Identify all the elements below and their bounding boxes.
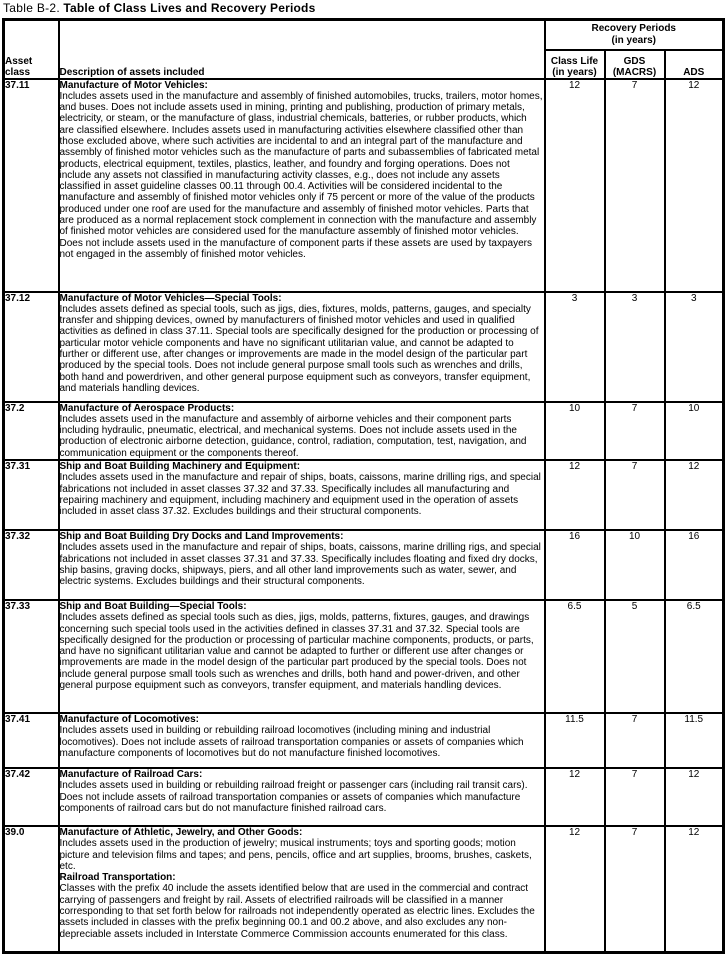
class-life-value: 16 — [545, 530, 605, 600]
asset-class-code: 37.33 — [4, 600, 59, 713]
gds-value: 10 — [605, 530, 665, 600]
asset-description-cell — [59, 826, 545, 953]
gds-value: 7 — [605, 402, 665, 460]
gds-value: 3 — [605, 292, 665, 402]
asset-description: Includes assets used in building or rebuilding railroad locomotives (including mining and industrial locomotives). Does not include assets of railroad transportation companies or assets of companies which manufacture components of locomotives but do not manufacture finished locomotives. — [59, 725, 524, 759]
asset-description: Includes assets defined as special tools, such as jigs, dies, fixtures, molds, patterns, gauges, and specialty transfer and shipping devices, owned by manufacturers of finished motor vehicles and used in qualified activities as defined in class 37.11. Special tools are specifically designed for the production or processing of particular motor vehicle components and have no significant utilitarian value, and cannot be adapted to further or different use, after changes or improvements are made in the model design of the particular part produced by the special tools. Does not include general purpose small tools such as wrenches and drills, both hand and powerdriven, and other general purpose equipment such as conveyors, transfer equipment, and materials handling devices. — [59, 303, 539, 394]
asset-description: Includes assets used in the production of jewelry; musical instruments; toys and sporting goods; motion picture and television films and tapes; and pens, pencils, office and art supplies, brooms, brushes, caskets, etc. — [59, 838, 532, 872]
column-header-ads: ADS — [665, 50, 724, 79]
asset-description: Includes assets used in the manufacture and assembly of airborne vehicles and their component parts including hydraulic, pneumatic, electrical, and mechanical systems. Does not include assets used in the production of electronic airborne detection, guidance, control, radiation, computation, test, navigation, and communication equipment or the components thereof. — [59, 413, 527, 459]
asset-description: Includes assets used in the manufacture and repair of ships, boats, caissons, marine drilling rigs, and special fabrications not included in asset classes 37.31 and 37.33. Specifically includes floating and fixed dry docks, ship basins, graving docks, shipways, piers, and all other land improvements such as water, sewer, and electric systems. Excludes buildings and their structural components. — [59, 542, 541, 588]
asset-description-cell — [59, 292, 545, 402]
ads-value: 11.5 — [665, 713, 724, 768]
asset-class-code: 39.0 — [4, 826, 59, 953]
asset-heading: Manufacture of Motor Vehicles: — [59, 79, 208, 91]
ads-value: 12 — [665, 79, 724, 292]
asset-heading: Manufacture of Railroad Cars: — [59, 768, 203, 780]
asset-description: Includes assets used in the manufacture and assembly of finished automobiles, trucks, trailers, motor homes, and buses. Does not include assets used in mining, printing and publishing, production of primary metals, electricity, or steam, or the manufacture of glass, industrial chemicals, batteries, or rubber products, which are classified elsewhere. Includes assets used in manufacturing activities elsewhere classified other than those excluded above, where such activities are incidental to and an integral part of the manufacture and assembly of finished motor vehicles such as the manufacture of parts and subassemblies of fabricated metal products, electrical equipment, textiles, plastics, leather, and foundry and forging operations. Does not include any assets not classified in manufacturing activity classes, e.g., does not include any assets classified in asset guideline classes 00.11 through 00.4. Activities will be considered incidental to the manufacture and assembly of finished motor vehicles only if 75 percent or more of the value of the products produced under one roof are used for the manufacture and assembly of finished motor vehicles. Parts that are produced as a normal replacement stock complement in connection with the manufacture and assembly of finished motor vehicles are considered used for the manufacture assembly of finished motor vehicles. Does not include assets used in the manufacture of component parts if these assets are used by taxpayers not engaged in the assembly of finished motor vehicles. — [59, 90, 543, 260]
class-life-value: 12 — [545, 79, 605, 292]
asset-description-cell — [59, 79, 545, 292]
gds-line1: GDS — [623, 55, 646, 67]
asset-description-cell — [59, 402, 545, 460]
class-life-line2: (in years) — [552, 66, 597, 78]
ads-value: 3 — [665, 292, 724, 402]
asset-subheading: Railroad Transportation: — [59, 872, 176, 884]
ads-value: 12 — [665, 768, 724, 826]
ads-value: 16 — [665, 530, 724, 600]
column-header-asset-class: Asset class — [4, 20, 59, 79]
gds-value: 7 — [605, 713, 665, 768]
asset-heading: Manufacture of Locomotives: — [59, 713, 199, 725]
column-header-description: Description of assets included — [59, 20, 545, 79]
gds-value: 7 — [605, 768, 665, 826]
asset-class-code: 37.31 — [4, 460, 59, 530]
asset-class-code: 37.32 — [4, 530, 59, 600]
table-row — [4, 460, 724, 530]
asset-description: Includes assets defined as special tools such as dies, jigs, molds, patterns, fixtures, gauges, and drawings concerning such special tools used in the activities defined in classes 37.31 and 37.32. Special tools are specifically designed for the production or processing of particular machine components, products, or parts, and have no significant utilitarian value and cannot be adapted to further or different use after changes or improvements are made in the model design of the particular part produced by the special tools. Does not include general purpose small tools such as wrenches and drills, both hand and power-driven, and other general purpose equipment such as conveyors, transfer equipment, and materials handling devices. — [59, 612, 534, 692]
asset-class-code: 37.42 — [4, 768, 59, 826]
gds-value: 5 — [605, 600, 665, 713]
ads-value: 12 — [665, 460, 724, 530]
gds-value: 7 — [605, 79, 665, 292]
asset-subdescription: Classes with the prefix 40 include the assets identified below that are used in the commercial and contract carrying of passengers and freight by rail. Assets of electrified railroads will be classified in a manner corresponding to that set forth below for railroads not independently operated as electric lines. Excludes the assets included in classes with the prefix beginning 00.1 and 00.2 above, and also excludes any non-depreciable assets included in Interstate Commerce Commission accounts enumerated for this class. — [59, 883, 535, 940]
table-row — [4, 768, 724, 826]
column-header-class-life — [545, 50, 605, 79]
asset-heading: Manufacture of Athletic, Jewelry, and Other Goods: — [59, 826, 303, 838]
table-row — [4, 713, 724, 768]
asset-heading: Manufacture of Aerospace Products: — [59, 402, 235, 414]
asset-description-cell — [59, 600, 545, 713]
table-row — [4, 292, 724, 402]
ads-value: 10 — [665, 402, 724, 460]
class-life-value: 6.5 — [545, 600, 605, 713]
table-row — [4, 79, 724, 292]
recovery-periods-line1: Recovery Periods — [591, 23, 676, 35]
class-life-value: 3 — [545, 292, 605, 402]
class-life-value: 10 — [545, 402, 605, 460]
table-row — [4, 402, 724, 460]
table-row — [4, 600, 724, 713]
asset-description: Includes assets used in building or rebuilding railroad freight or passenger cars (including rail transit cars). Does not include assets of railroad transportation companies or assets of companies which manufacture components of railroad cars but do not manufacture finished railroad cars. — [59, 780, 528, 814]
gds-value: 7 — [605, 826, 665, 953]
asset-class-code: 37.2 — [4, 402, 59, 460]
ads-value: 6.5 — [665, 600, 724, 713]
gds-value: 7 — [605, 460, 665, 530]
asset-description-cell — [59, 530, 545, 600]
asset-heading: Ship and Boat Building—Special Tools: — [59, 600, 247, 612]
asset-description-cell — [59, 460, 545, 530]
ads-value: 12 — [665, 826, 724, 953]
table-row — [4, 530, 724, 600]
asset-class-code: 37.12 — [4, 292, 59, 402]
asset-description-cell — [59, 713, 545, 768]
asset-class-code: 37.41 — [4, 713, 59, 768]
class-lives-table — [2, 18, 725, 954]
class-life-value: 12 — [545, 460, 605, 530]
table-number: Table B-2. — [3, 1, 61, 15]
class-life-value: 11.5 — [545, 713, 605, 768]
asset-heading: Ship and Boat Building Machinery and Equipment: — [59, 460, 301, 472]
gds-line2: (MACRS) — [612, 66, 657, 78]
column-header-recovery-periods — [545, 20, 724, 50]
table-title: Table of Class Lives and Recovery Periods — [63, 1, 316, 15]
asset-description-cell — [59, 768, 545, 826]
class-life-value: 12 — [545, 826, 605, 953]
recovery-periods-line2: (in years) — [611, 34, 656, 46]
asset-description: Includes assets used in the manufacture and repair of ships, boats, caissons, marine drilling rigs, and special fabrications not included in asset classes 37.32 and 37.33. Specifically includes all manufacturing and repairing machinery and equipment, including machinery and equipment used in the operation of assets included in asset class 37.32. Excludes buildings and their structural components. — [59, 472, 541, 518]
asset-class-code: 37.11 — [4, 79, 59, 292]
page-title — [2, 1, 723, 18]
table-row — [4, 826, 724, 953]
class-life-value: 12 — [545, 768, 605, 826]
asset-heading: Manufacture of Motor Vehicles—Special Tools: — [59, 292, 282, 304]
column-header-gds — [605, 50, 665, 79]
class-life-line1: Class Life — [550, 55, 599, 67]
asset-heading: Ship and Boat Building Dry Docks and Land Improvements: — [59, 530, 344, 542]
